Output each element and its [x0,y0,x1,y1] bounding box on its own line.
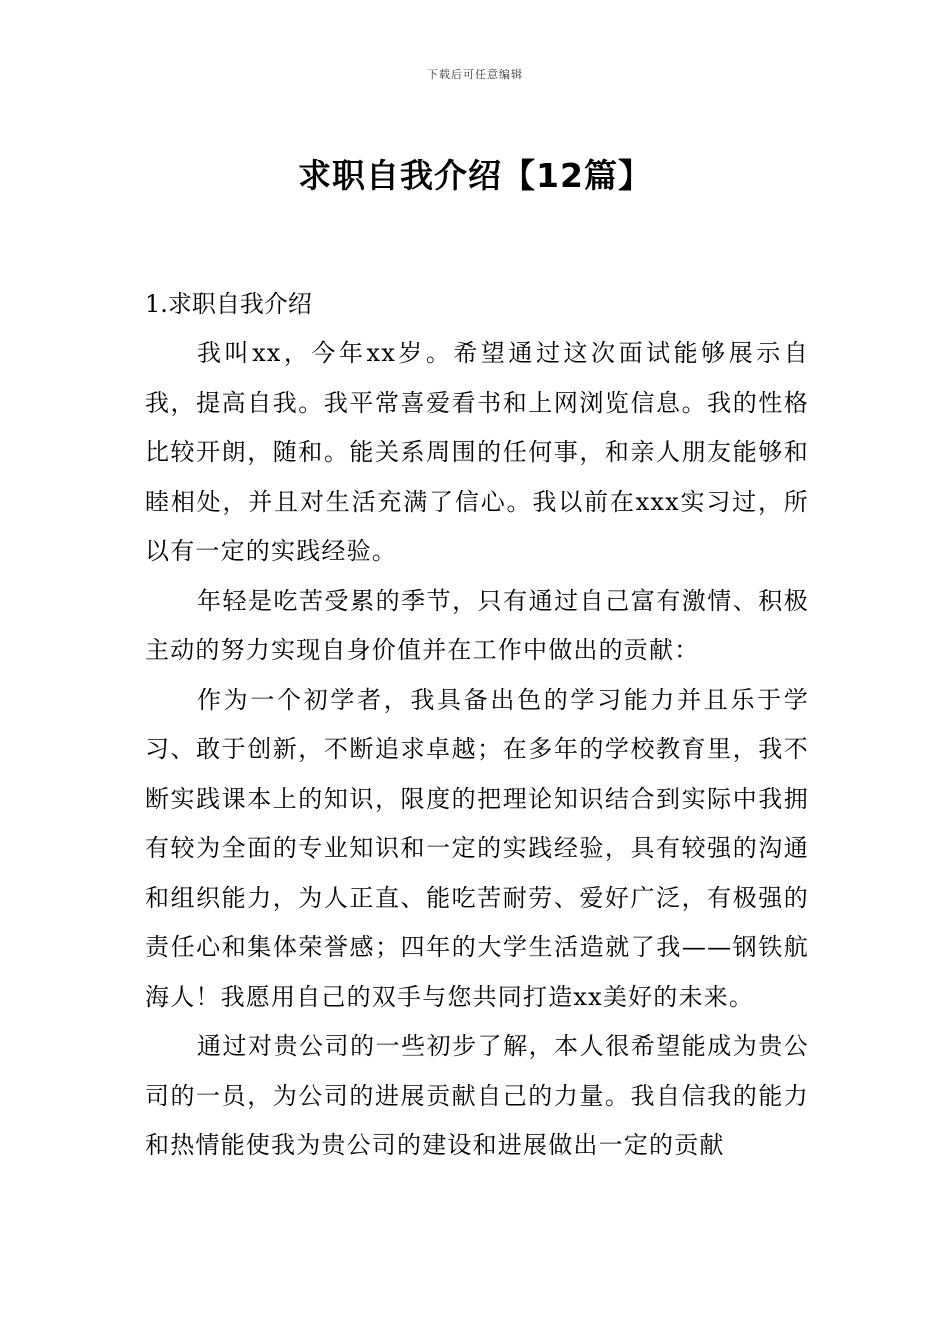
document-body [145,280,809,1171]
header-note: 下载后可任意编辑 [427,68,523,81]
paragraph-4: 通过对贵公司的一些初步了解，本人很希望能成为贵公司的一员，为公司的进展贡献自己的力量。我自信我的能力和热情能使我为贵公司的建设和进展做出一定的贡献 [145,1032,809,1159]
paragraph-3: 作为一个初学者，我具备出色的学习能力并且乐于学习、敢于创新，不断追求卓越；在多年的学校教育里，我不断实践课本上的知识，限度的把理论知识结合到实际中我拥有较为全面的专业知识和一定的实践经验，具有较强的沟通和组织能力，为人正直、能吃苦耐劳、爱好广泛，有极强的责任心和集体荣誉感；四年的大学生活造就了我——钢铁航海人！我愿用自己的双手与您共同打造xx美好的未来。 [145,685,809,1011]
document-title: 求职自我介绍【12篇】 [298,156,652,196]
paragraph-1: 我叫xx，今年xx岁。希望通过这次面试能够展示自我，提高自我。我平常喜爱看书和上网浏览信息。我的性格比较开朗，随和。能关系周围的任何事，和亲人朋友能够和睦相处，并且对生活充满了信心。我以前在xxx实习过，所以有一定的实践经验。 [145,339,809,565]
paragraph-2: 年轻是吃苦受累的季节，只有通过自己富有激情、积极主动的努力实现自身价值并在工作中做出的贡献： [145,586,809,664]
section-heading: 1.求职自我介绍 [145,290,312,318]
